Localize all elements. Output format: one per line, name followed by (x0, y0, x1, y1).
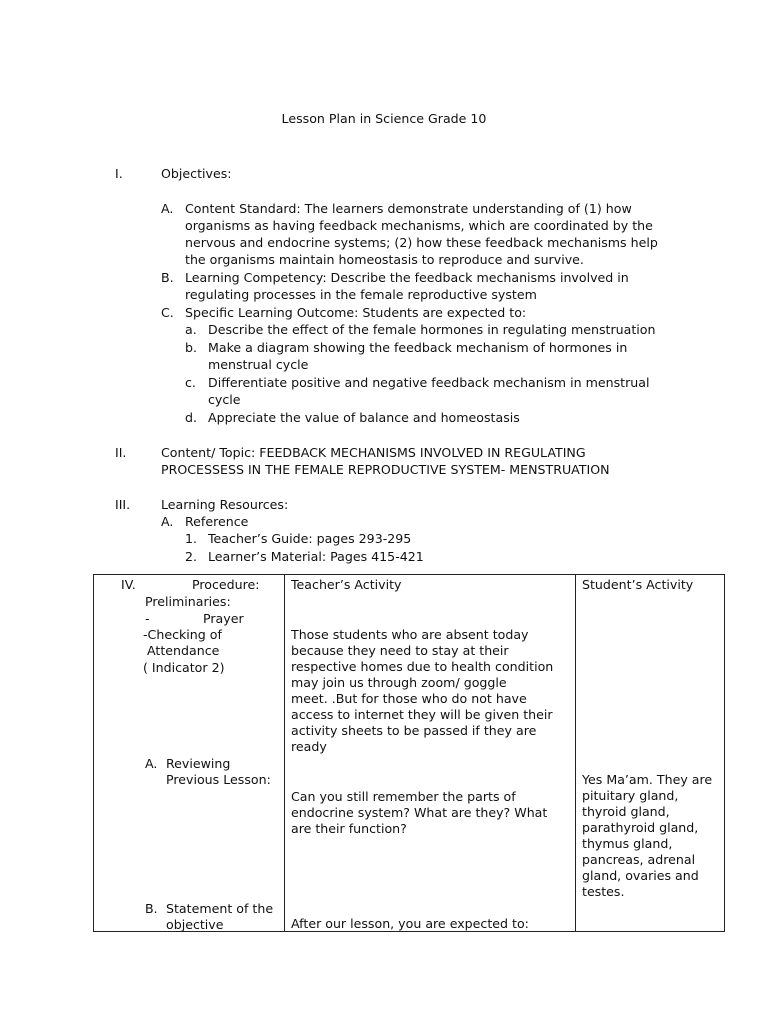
item-label: A. (161, 514, 174, 529)
student-activity-header: Student’s Activity (582, 577, 694, 592)
procedure-header: Procedure: (192, 577, 260, 592)
attendance-note-line: meet. .But for those who do not have (291, 691, 527, 706)
review-question-line: are their function? (291, 821, 407, 836)
subitem-line: Differentiate positive and negative feedback mechanism in menstrual (208, 375, 650, 390)
subitem-label: c. (185, 375, 196, 390)
subitem-label: 2. (185, 549, 198, 564)
content-standard-line: nervous and endocrine systems; (2) how these feedback mechanisms help (185, 235, 658, 250)
preliminaries-label: Preliminaries: (145, 594, 231, 609)
reference-item: Learner’s Material: Pages 415-421 (208, 549, 424, 564)
teacher-activity-cell (285, 575, 576, 932)
section-number: I. (115, 166, 123, 181)
content-topic-line: Content/ Topic: FEEDBACK MECHANISMS INVOLVED IN REGULATING (161, 445, 586, 460)
objective-intro: After our lesson, you are expected to: (291, 916, 529, 931)
statement-line: objective (166, 917, 224, 932)
subitem-line: Make a diagram showing the feedback mechanism of hormones in (208, 340, 628, 355)
attendance-line: -Checking of (143, 627, 222, 642)
subitem-line: Appreciate the value of balance and homeostasis (208, 410, 520, 425)
student-answer-line: pituitary gland, (582, 788, 679, 803)
learning-competency-line: regulating processes in the female reproductive system (185, 287, 537, 302)
subitem-label: a. (185, 322, 197, 337)
prayer-label: Prayer (203, 611, 244, 626)
student-answer-line: parathyroid gland, (582, 820, 699, 835)
attendance-note-line: activity sheets to be passed if they are (291, 723, 537, 738)
content-topic-line: PROCESSESS IN THE FEMALE REPRODUCTIVE SYSTEM- MENSTRUATION (161, 462, 610, 477)
subitem-label: d. (185, 410, 197, 425)
subitem-line: cycle (208, 392, 241, 407)
specific-outcome-line: Specific Learning Outcome: Students are expected to: (185, 305, 527, 320)
learning-competency-line: Learning Competency: Describe the feedback mechanisms involved in (185, 270, 629, 285)
attendance-note-line: Those students who are absent today (291, 627, 529, 642)
statement-line: Statement of the (166, 901, 274, 916)
item-label: C. (161, 305, 174, 320)
subitem-label: b. (185, 340, 197, 355)
content-standard-line: the organisms maintain homeostasis to reproduce and survive. (185, 252, 584, 267)
reference-heading: Reference (185, 514, 249, 529)
page-title: Lesson Plan in Science Grade 10 (281, 111, 487, 126)
procedure-cell (94, 575, 285, 932)
subitem-label: 1. (185, 531, 198, 546)
reviewing-line: Reviewing (166, 756, 231, 771)
procedure-table (93, 574, 725, 932)
attendance-line: ( Indicator 2) (143, 660, 225, 675)
student-activity-cell (576, 575, 725, 932)
attendance-note-line: access to internet they will be given their (291, 707, 553, 722)
item-label: B. (145, 901, 158, 916)
review-question-line: endocrine system? What are they? What (291, 805, 548, 820)
student-answer-line: Yes Ma’am. They are (582, 772, 713, 787)
table-row (94, 575, 725, 932)
attendance-note-line: may join us through zoom/ goggle (291, 675, 507, 690)
reviewing-line: Previous Lesson: (166, 772, 271, 787)
attendance-note-line: because they need to stay at their (291, 643, 509, 658)
student-answer-line: gland, ovaries and (582, 868, 699, 883)
teacher-activity-header: Teacher’s Activity (291, 577, 402, 592)
item-label: B. (161, 270, 174, 285)
content-standard-line: Content Standard: The learners demonstrate understanding of (1) how (185, 201, 632, 216)
subitem-line: menstrual cycle (208, 357, 309, 372)
attendance-line: Attendance (147, 643, 220, 658)
subitem-line: Describe the effect of the female hormones in regulating menstruation (208, 322, 656, 337)
review-question-line: Can you still remember the parts of (291, 789, 516, 804)
content-standard-line: organisms as having feedback mechanisms, which are coordinated by the (185, 218, 653, 233)
section-number: IV. (121, 577, 136, 592)
reference-item: Teacher’s Guide: pages 293-295 (208, 531, 412, 546)
item-label: A. (161, 201, 174, 216)
attendance-note-line: respective homes due to health condition (291, 659, 554, 674)
section-number: II. (115, 445, 127, 460)
section-number: III. (115, 497, 131, 512)
student-answer-line: testes. (582, 884, 625, 899)
student-answer-line: thyroid gland, (582, 804, 670, 819)
student-answer-line: thymus gland, (582, 836, 673, 851)
item-label: A. (145, 756, 158, 771)
student-answer-line: pancreas, adrenal (582, 852, 696, 867)
prayer-dash: - (145, 611, 150, 626)
section-heading: Objectives: (161, 166, 232, 181)
attendance-note-line: ready (291, 739, 327, 754)
section-heading: Learning Resources: (161, 497, 289, 512)
